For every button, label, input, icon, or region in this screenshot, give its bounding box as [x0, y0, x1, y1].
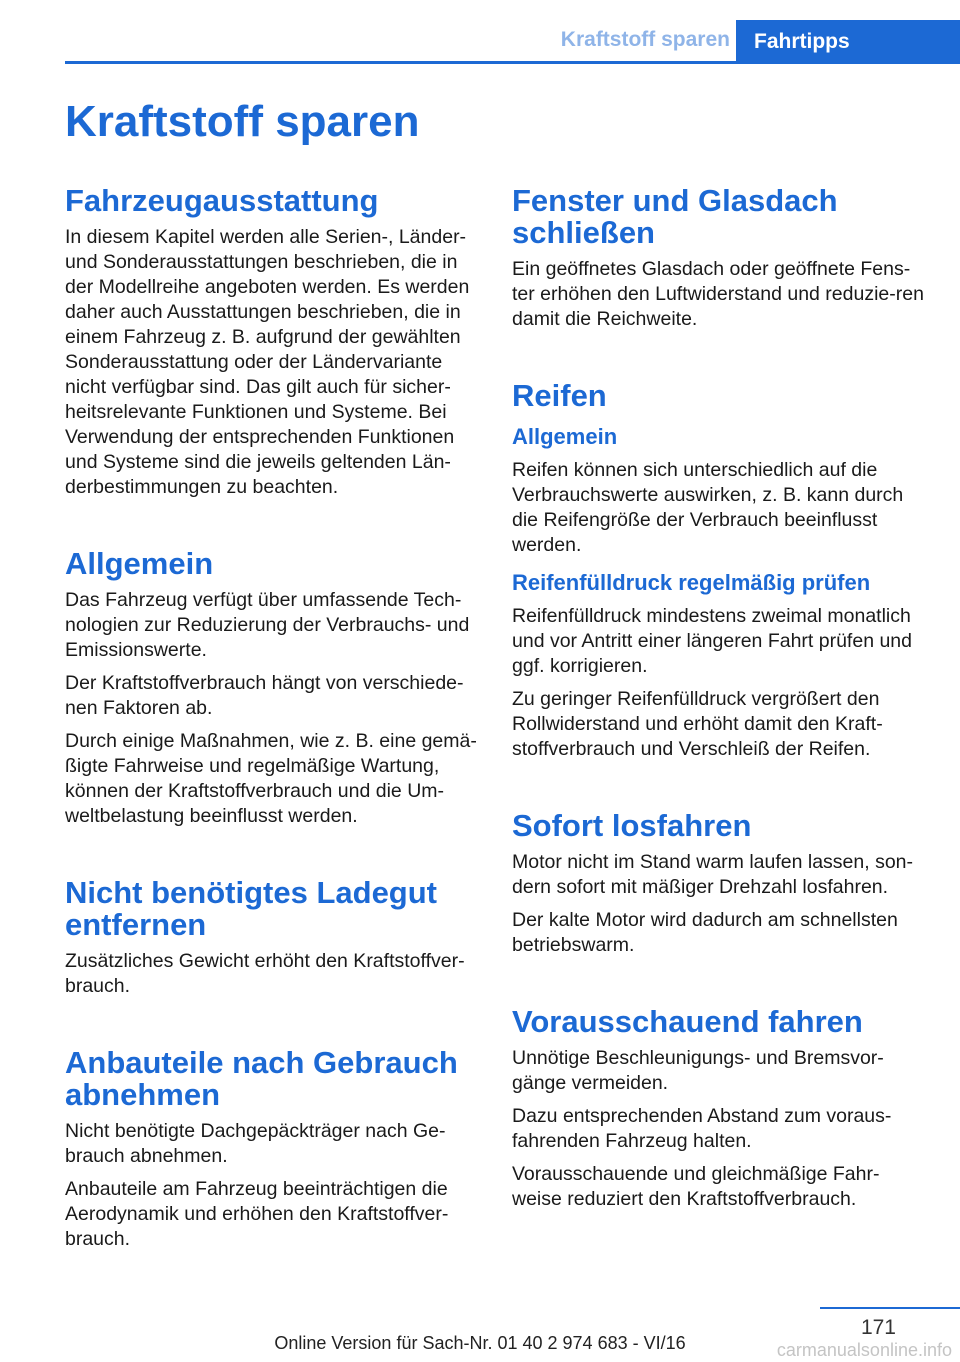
paragraph: Durch einige Maßnahmen, wie z. B. eine gemä-ßigte Fahrweise und regelmäßige Wartung, können der Kraftstoffverbrauch und die Um-weltbelastung beeinflusst werden. [65, 730, 477, 827]
heading-sofort-losfahren: Sofort losfahren [512, 808, 752, 843]
watermark: carmanualsonline.info [776, 1340, 952, 1360]
footer-rule [820, 1307, 960, 1309]
paragraph: Nicht benötigte Dachgepäckträger nach Ge-brauch abnehmen. [65, 1120, 446, 1167]
heading-fahrzeugausstattung: Fahrzeugausstattung [65, 183, 379, 218]
paragraph: Ein geöffnetes Glasdach oder geöffnete Fens-ter erhöhen den Luftwiderstand und reduzie-ren damit die Reichweite. [512, 258, 924, 330]
header-rule [65, 61, 960, 64]
paragraph: Der kalte Motor wird dadurch am schnellsten betriebswarm. [512, 909, 898, 956]
subheading-reifenfuelldruck: Reifenfülldruck regelmäßig prüfen [512, 570, 871, 595]
right-column [512, 185, 927, 1212]
heading-ladegut: Nicht benötigtes Ladegut entfernen [65, 875, 437, 942]
header-chapter-tab: Fahrtipps [736, 20, 960, 62]
page-title: Kraftstoff sparen [65, 97, 420, 146]
paragraph: Dazu entsprechenden Abstand zum voraus-fahrenden Fahrzeug halten. [512, 1105, 892, 1152]
paragraph: Das Fahrzeug verfügt über umfassende Tech-nologien zur Reduzierung der Verbrauchs- und Emissionswerte. [65, 589, 470, 661]
heading-vorausschauend: Vorausschauend fahren [512, 1004, 863, 1039]
paragraph: In diesem Kapitel werden alle Serien-, Länder- und Sonderausstattungen beschrieben, die in der Modellreihe angeboten werden. Es werden daher auch Ausstattungen beschrieben, die in einem Fahrzeug z. B. aufgrund der gewählten Sonderausstattung oder der Ländervariante nicht verfügbar sind. Das gilt auch für sicher-heitsrelevante Funktionen und Systeme. Bei Verwendung der entsprechenden Funktionen und Systeme sind die jeweils geltenden Län-derbestimmungen zu beachten. [65, 226, 470, 498]
paragraph: Reifen können sich unterschiedlich auf die Verbrauchswerte auswirken, z. B. kann durch die Reifengröße der Verbrauch beeinflusst werden. [512, 459, 904, 556]
paragraph: Der Kraftstoffverbrauch hängt von verschiede-nen Faktoren ab. [65, 672, 464, 719]
subheading-allgemein: Allgemein [512, 424, 618, 449]
paragraph: Motor nicht im Stand warm laufen lassen, son-dern sofort mit mäßiger Drehzahl losfahren. [512, 851, 914, 898]
page-number: 171 [860, 1316, 896, 1339]
heading-fenster-glasdach: Fenster und Glasdach schließen [512, 183, 838, 250]
left-column [65, 185, 480, 1252]
header-section-title: Kraftstoff sparen [560, 28, 730, 51]
heading-allgemein: Allgemein [65, 546, 214, 581]
heading-anbauteile: Anbauteile nach Gebrauch abnehmen [65, 1045, 458, 1112]
online-version-footer: Online Version für Sach-Nr. 01 40 2 974 683 - VI/16 [274, 1333, 686, 1353]
paragraph: Reifenfülldruck mindestens zweimal monatlich und vor Antritt einer längeren Fahrt prüfen und ggf. korrigieren. [512, 605, 912, 677]
paragraph: Zu geringer Reifenfülldruck vergrößert den Rollwiderstand und erhöht damit den Kraft-stoffverbrauch und Verschleiß der Reifen. [512, 688, 883, 760]
paragraph: Unnötige Beschleunigungs- und Bremsvor-gänge vermeiden. [512, 1047, 884, 1094]
paragraph: Vorausschauende und gleichmäßige Fahr-weise reduziert den Kraftstoffverbrauch. [512, 1163, 880, 1210]
paragraph: Anbauteile am Fahrzeug beeinträchtigen die Aerodynamik und erhöhen den Kraftstoffver-brauch. [65, 1178, 449, 1250]
heading-reifen: Reifen [512, 378, 607, 413]
paragraph: Zusätzliches Gewicht erhöht den Kraftstoffver-brauch. [65, 950, 465, 997]
